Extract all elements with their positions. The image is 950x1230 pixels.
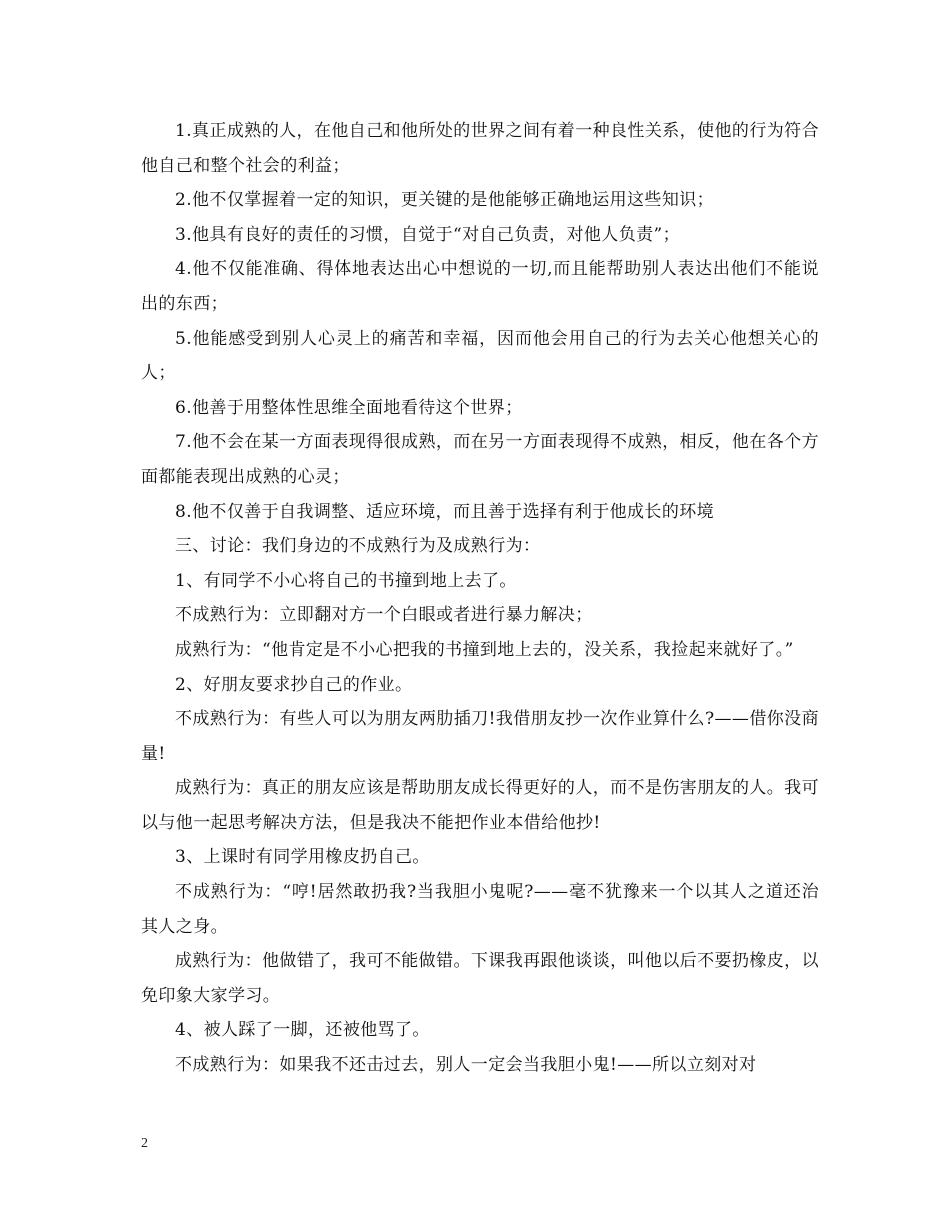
paragraph-3: 3.他具有良好的责任的习惯，自觉于“对自己负责，对他人负责”； <box>175 224 681 245</box>
case-1-mature: 成熟行为：“他肯定是不小心把我的书撞到地上去的，没关系，我捡起来就好了。” <box>175 639 794 660</box>
paragraph-7: 7.他不会在某一方面表现得很成熟，而在另一方面表现得不成熟，相反，他在各个方面都能表现出成熟的心灵； <box>141 432 819 487</box>
paragraph-2: 2.他不仅掌握着一定的知识，更关键的是他能够正确地运用这些知识； <box>175 190 715 211</box>
paragraph-8: 8.他不仅善于自我调整、适应环境，而且善于选择有利于他成长的环境 <box>175 501 715 522</box>
case-4-immature: 不成熟行为：如果我不还击过去，别人一定会当我胆小鬼!——所以立刻对对 <box>175 1055 757 1076</box>
case-2-immature: 不成熟行为：有些人可以为朋友两肋插刀!我借朋友抄一次作业算什么?——借你没商量! <box>141 709 819 764</box>
case-1-immature: 不成熟行为：立即翻对方一个白眼或者进行暴力解决； <box>175 605 593 626</box>
case-1-title: 1、有同学不小心将自己的书撞到地上去了。 <box>175 570 517 591</box>
paragraph-5: 5.他能感受到别人心灵上的痛苦和幸福，因而他会用自己的行为去关心他想关心的人； <box>141 328 819 384</box>
section-heading-discussion: 三、讨论：我们身边的不成熟行为及成熟行为： <box>175 536 541 557</box>
page-number: 2 <box>141 1136 148 1151</box>
paragraph-1: 1.真正成熟的人，在他自己和他所处的世界之间有着一种良性关系，使他的行为符合他自己和整个社会的利益； <box>141 121 819 176</box>
document-body <box>141 114 819 1083</box>
case-4-title: 4、被人踩了一脚，还被他骂了。 <box>175 1020 430 1041</box>
case-3-mature: 成熟行为：他做错了，我可不能做错。下课我再跟他谈谈，叫他以后不要扔橡皮，以免印象大家学习。 <box>141 951 819 1006</box>
case-3-immature: 不成熟行为：“哼!居然敢扔我?当我胆小鬼呢?——毫不犹豫来一个以其人之道还治其人之身。 <box>141 882 819 937</box>
case-2-title: 2、好朋友要求抄自己的作业。 <box>175 674 413 695</box>
case-2-mature: 成熟行为：真正的朋友应该是帮助朋友成长得更好的人，而不是伤害朋友的人。我可以与他一起思考解决方法，但是我决不能把作业本借给他抄! <box>141 778 819 833</box>
paragraph-6: 6.他善于用整体性思维全面地看待这个世界； <box>175 397 523 418</box>
paragraph-4: 4.他不仅能准确、得体地表达出心中想说的一切,而且能帮助别人表达出他们不能说出的东西； <box>141 259 819 314</box>
case-3-title: 3、上课时有同学用橡皮扔自己。 <box>175 847 430 868</box>
